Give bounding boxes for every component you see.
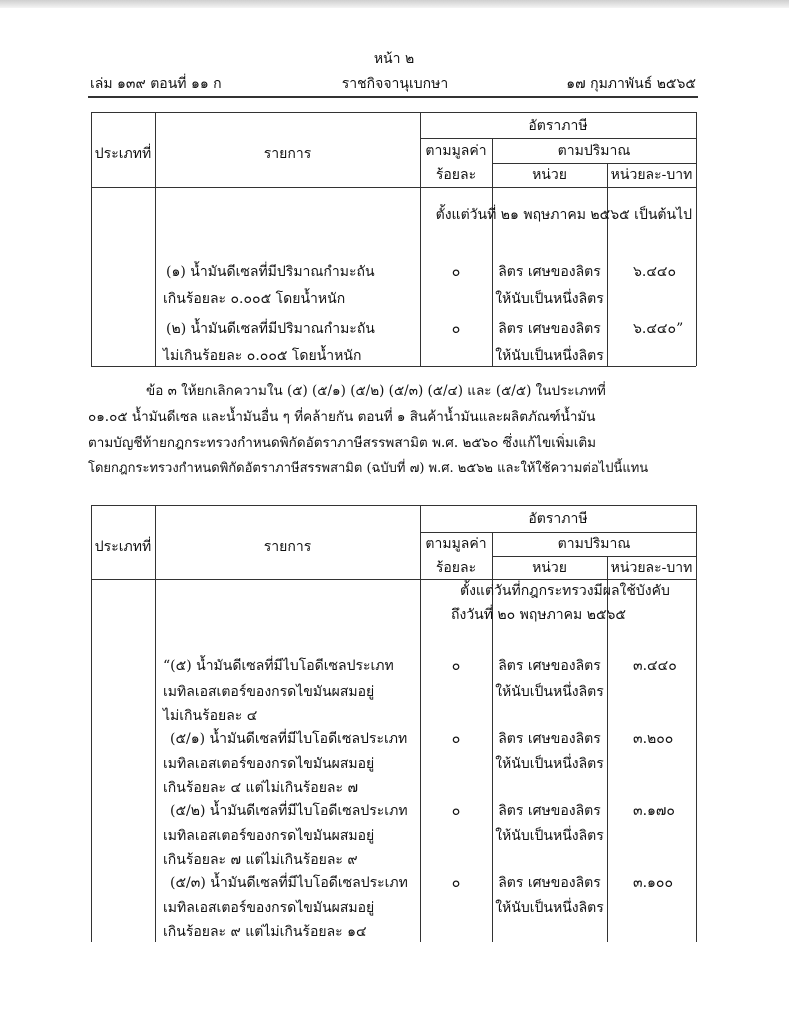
table-row-value: ๐ (451, 658, 461, 674)
col-rate-header: หน่วยละ-บาท (610, 167, 693, 183)
table-row-unit: ให้นับเป็นหนึ่งลิตร (495, 684, 604, 700)
table-row-unit: ให้นับเป็นหนึ่งลิตร (495, 348, 604, 364)
gazette-name: ราชกิจจานุเบกษา (341, 76, 449, 92)
table-row-desc: เมทิลเอสเตอร์ของกรดไขมันผสมอยู่ (163, 684, 375, 700)
table-row-desc: “(๕) น้ำมันดีเซลที่มีไบโอดีเซลประเภท (163, 658, 394, 674)
table-row-desc: (๕/๓) น้ำมันดีเซลที่มีไบโอดีเซลประเภท (170, 875, 408, 891)
table-row-rate: ๓.๑๗๐ (633, 803, 675, 819)
table-row-desc: ไม่เกินร้อยละ ๔ (163, 708, 258, 724)
table-row-unit: ให้นับเป็นหนึ่งลิตร (495, 756, 604, 772)
table-row-desc: (๕/๒) น้ำมันดีเซลที่มีไบโอดีเซลประเภท (170, 803, 408, 819)
col-value-header: ตามมูลค่า (425, 536, 487, 552)
table-row-unit: ลิตร เศษของลิตร (498, 803, 601, 819)
col-type-header: ประเภทที่ (94, 539, 152, 555)
table-row-rate: ๓.๑๐๐ (633, 875, 673, 891)
table-row-desc: เกินร้อยละ ๙ แต่ไม่เกินร้อยละ ๑๔ (163, 924, 367, 940)
table-row-desc: เมทิลเอสเตอร์ของกรดไขมันผสมอยู่ (163, 828, 375, 844)
table-row-unit: ลิตร เศษของลิตร (498, 321, 601, 337)
paragraph-line: ๐๑.๐๕ น้ำมันดีเซล และน้ำมันอื่น ๆ ที่คล้ายกัน ตอนที่ ๑ สินค้าน้ำมันและผลิตภัณฑ์น้ำมัน (88, 409, 596, 425)
table-row-unit: ลิตร เศษของลิตร (498, 658, 601, 674)
col-qty-header: ตามปริมาณ (557, 143, 631, 159)
table-row-value: ๐ (451, 264, 461, 280)
effective-date-2: ถึงวันที่ ๒๐ พฤษภาคม ๒๕๖๕ (451, 607, 627, 623)
table-row-rate: ๓.๔๔๐ (633, 658, 677, 674)
table-row-desc: เมทิลเอสเตอร์ของกรดไขมันผสมอยู่ (163, 900, 375, 916)
table-row-desc: เกินร้อยละ ๐.๐๐๕ โดยน้ำหนัก (163, 291, 346, 307)
col-value-subheader: ร้อยละ (435, 167, 477, 183)
table-row-value: ๐ (451, 731, 461, 747)
table-row-desc: เกินร้อยละ ๗ แต่ไม่เกินร้อยละ ๙ (163, 852, 358, 868)
table-row-desc: ไม่เกินร้อยละ ๐.๐๐๕ โดยน้ำหนัก (163, 348, 362, 364)
effective-date-1: ตั้งแต่วันที่ ๒๑ พฤษภาคม ๒๕๖๕ เป็นต้นไป (435, 207, 692, 223)
volume-info: เล่ม ๑๓๙ ตอนที่ ๑๑ ก (90, 76, 222, 92)
table-row-rate: ๓.๒๐๐ (633, 731, 674, 747)
page-number: หน้า ๒ (373, 51, 415, 67)
col-type-header: ประเภทที่ (94, 146, 152, 162)
table-row-unit: ลิตร เศษของลิตร (498, 264, 601, 280)
viewer-top-edge (0, 0, 789, 8)
header-rule (88, 96, 698, 98)
table-row-rate: ๖.๔๔๐ (633, 264, 677, 280)
paragraph-line: ข้อ ๓ ให้ยกเลิกความใน (๕) (๕/๑) (๕/๒) (๕/๓) (๕/๔) และ (๕/๕) ในประเภทที่ (146, 383, 606, 399)
table-row-desc: (๑) น้ำมันดีเซลที่มีปริมาณกำมะถัน (166, 264, 375, 280)
col-duty-header: อัตราภาษี (528, 118, 588, 134)
table-row-desc: เมทิลเอสเตอร์ของกรดไขมันผสมอยู่ (163, 756, 375, 772)
effective-date-2: ตั้งแต่วันที่กฎกระทรวงมีผลใช้บังคับ (460, 583, 670, 599)
col-rate-header: หน่วยละ-บาท (610, 560, 693, 576)
col-value-header: ตามมูลค่า (425, 143, 487, 159)
clause-3-paragraph (88, 378, 696, 482)
table-row-rate: ๖.๔๔๐” (633, 321, 684, 337)
col-qty-header: ตามปริมาณ (557, 536, 631, 552)
col-unit-header: หน่วย (532, 167, 567, 183)
gazette-date: ๑๗ กุมภาพันธ์ ๒๕๖๕ (566, 76, 696, 92)
col-unit-header: หน่วย (532, 560, 567, 576)
col-item-header: รายการ (263, 146, 312, 162)
table-row-unit: ลิตร เศษของลิตร (498, 875, 601, 891)
col-item-header: รายการ (263, 539, 312, 555)
table-row-value: ๐ (451, 803, 461, 819)
table-row-value: ๐ (451, 321, 461, 337)
paragraph-line: โดยกฎกระทรวงกำหนดพิกัดอัตราภาษีสรรพสามิต (ฉบับที่ ๗) พ.ศ. ๒๕๖๒ และให้ใช้ความต่อไปนี้แทน (88, 461, 649, 476)
table-row-unit: ลิตร เศษของลิตร (498, 731, 601, 747)
table-row-desc: เกินร้อยละ ๔ แต่ไม่เกินร้อยละ ๗ (163, 780, 358, 796)
col-value-subheader: ร้อยละ (435, 560, 477, 576)
table-row-unit: ให้นับเป็นหนึ่งลิตร (495, 291, 604, 307)
table-row-desc: (๒) น้ำมันดีเซลที่มีปริมาณกำมะถัน (166, 321, 375, 337)
table-row-value: ๐ (451, 875, 461, 891)
table-row-desc: (๕/๑) น้ำมันดีเซลที่มีไบโอดีเซลประเภท (170, 731, 408, 747)
table-row-unit: ให้นับเป็นหนึ่งลิตร (495, 828, 604, 844)
col-duty-header: อัตราภาษี (528, 511, 588, 527)
table-row-unit: ให้นับเป็นหนึ่งลิตร (495, 900, 604, 916)
paragraph-line: ตามบัญชีท้ายกฎกระทรวงกำหนดพิกัดอัตราภาษีสรรพสามิต พ.ศ. ๒๕๖๐ ซึ่งแก้ไขเพิ่มเติม (88, 435, 596, 451)
